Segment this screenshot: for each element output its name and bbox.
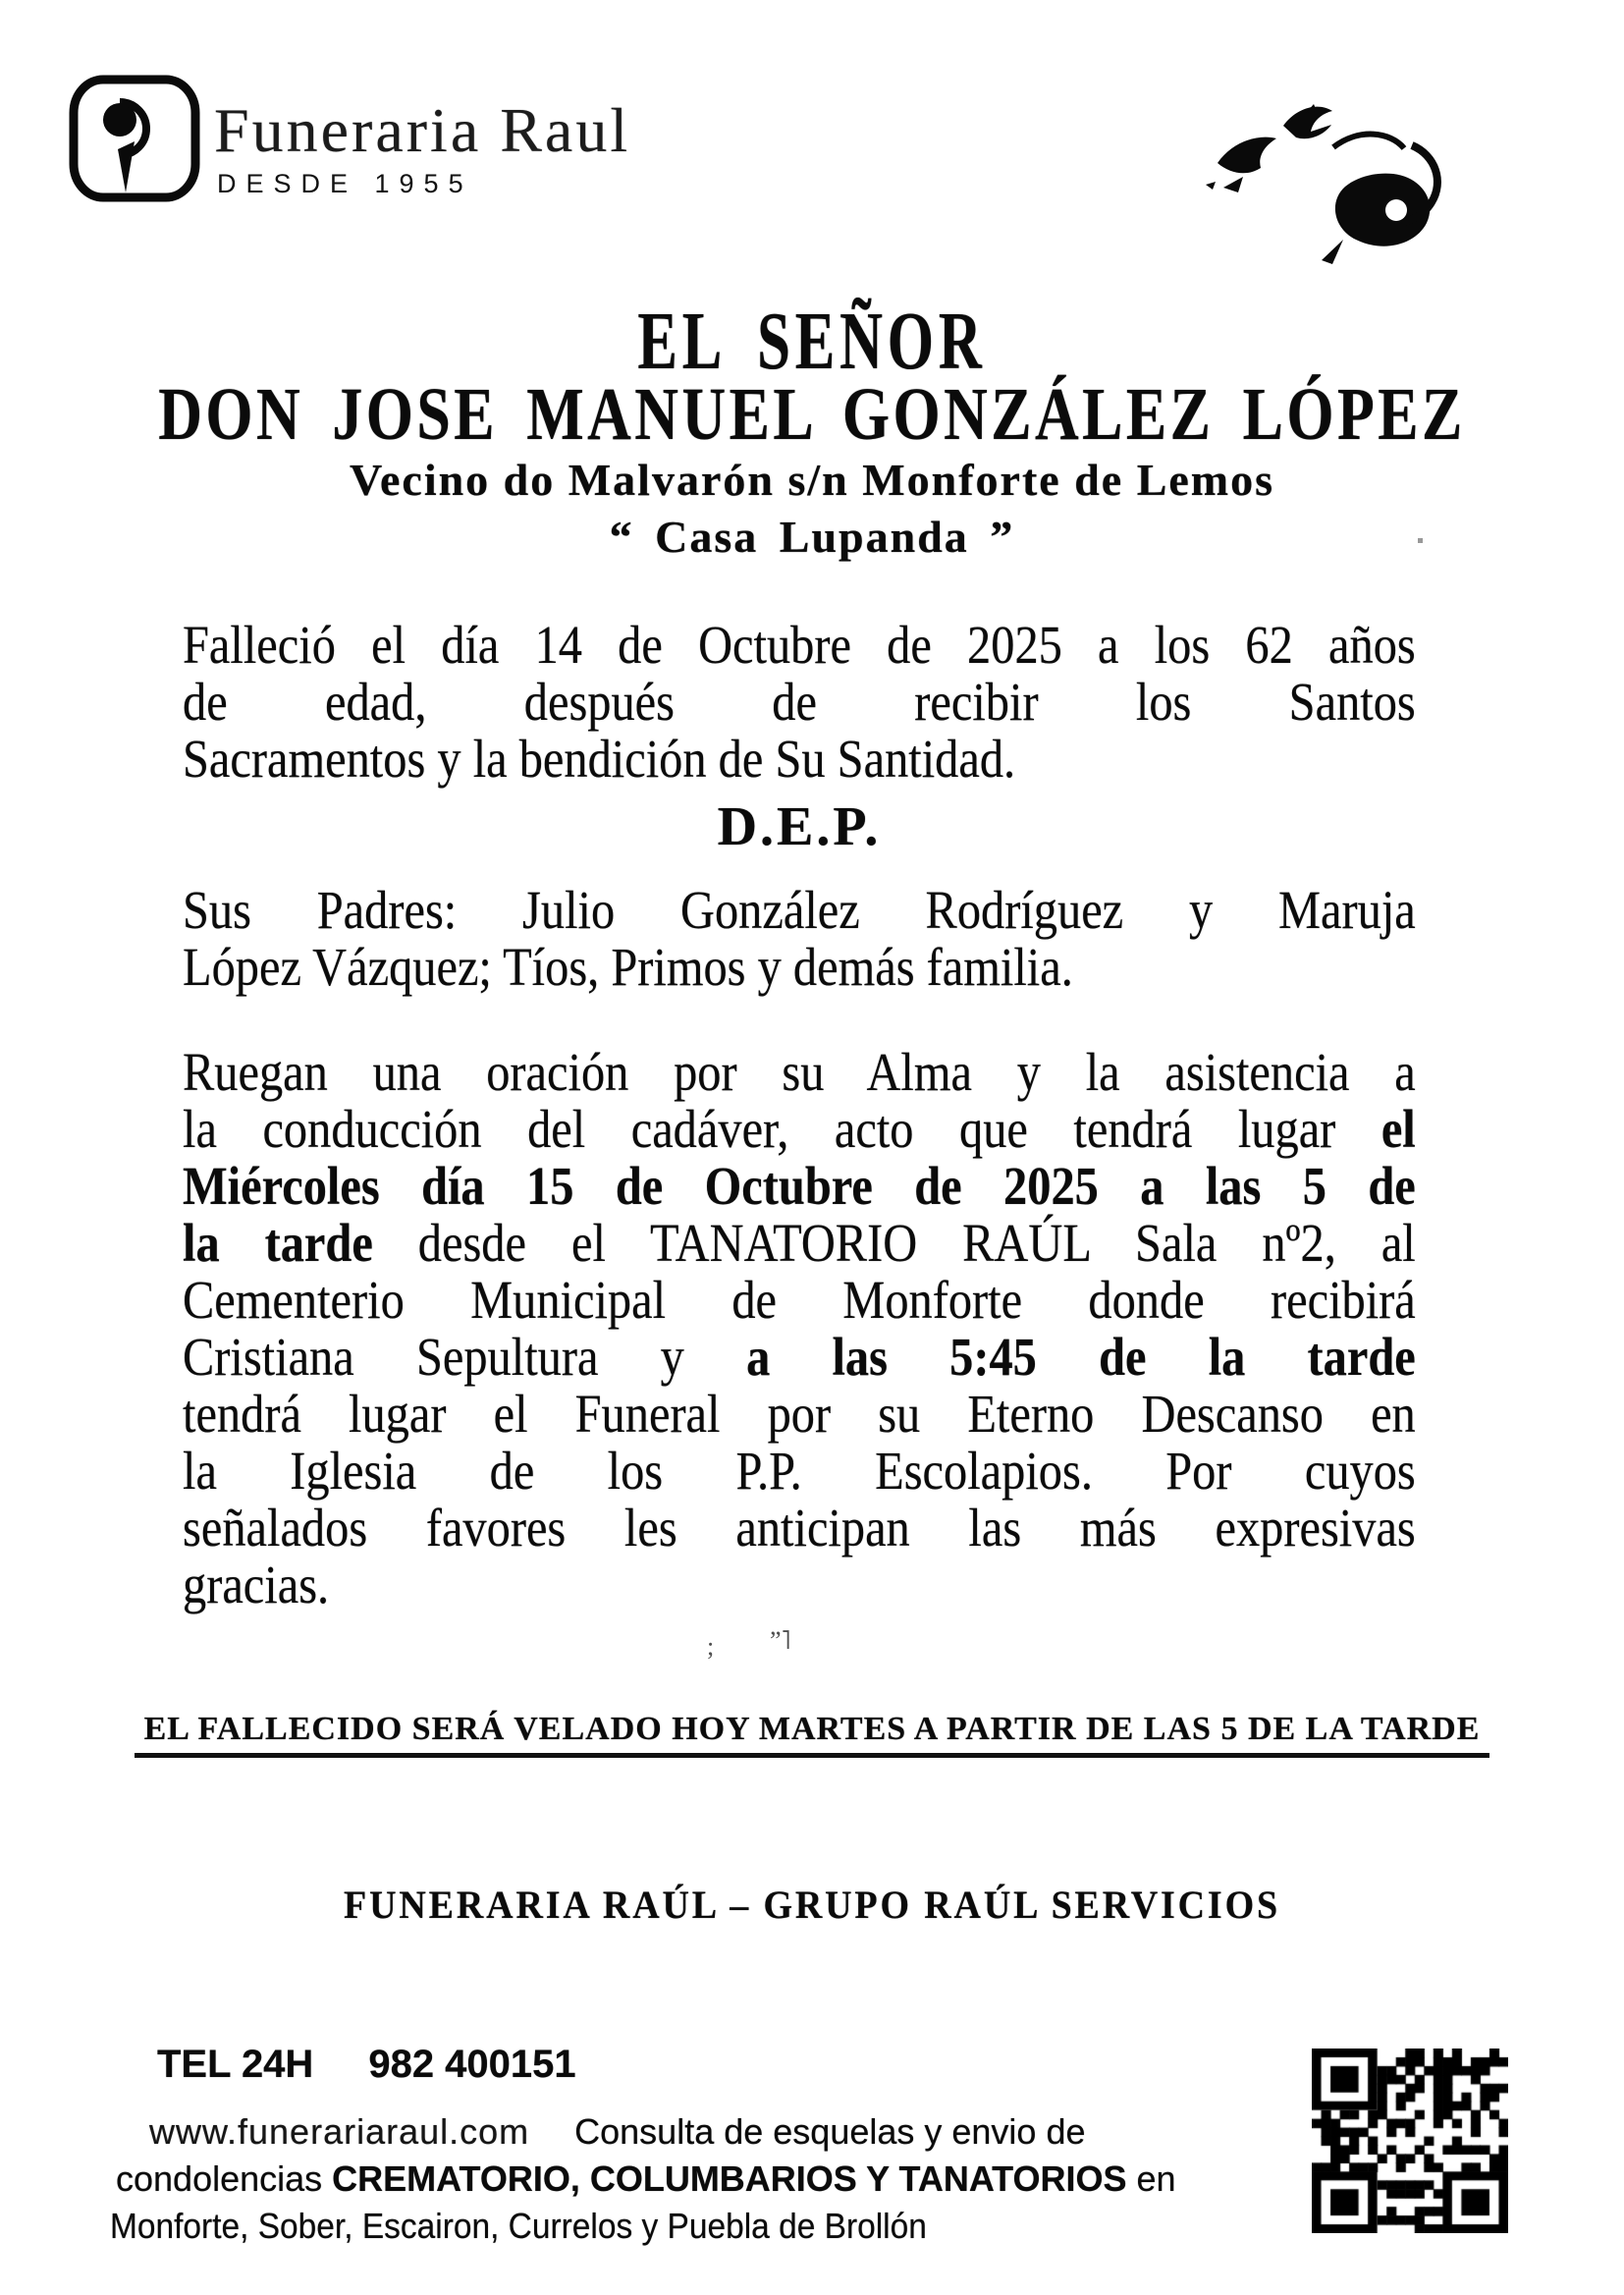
phone-row [157, 2043, 576, 2087]
body-line: de edad, después de recibir los Santos [183, 672, 1416, 732]
condolences-post: en [1126, 2158, 1176, 2199]
body-line: gracias. [183, 1555, 330, 1614]
body-line: Falleció el día 14 de Octubre de 2025 a los 62 años [183, 615, 1416, 675]
brand-wordmark: Funeraria Raul [214, 95, 631, 165]
scan-smudge: ˮ˥ [770, 1626, 791, 1655]
paragraph-family [183, 882, 1416, 996]
services-intro: Consulta de esquelas y envio de [574, 2111, 1086, 2152]
body-line: Ruegan una oración por su Alma y la asistencia a [183, 1042, 1416, 1102]
company-line: FUNERARIA RAÚL – GRUPO RAÚL SERVICIOS [344, 1883, 1280, 1927]
tel-24h-label: TEL 24H [157, 2043, 314, 2086]
condolences-pre: condolencias [116, 2158, 333, 2199]
condolences-row [116, 2158, 1176, 2200]
facilities-bold: CREMATORIO, COLUMBARIOS Y TANATORIOS [332, 2158, 1127, 2199]
body-line: señalados favores les anticipan las más expresivas [183, 1498, 1416, 1557]
rose-ornament-icon [1188, 69, 1453, 270]
website-url: www.funerariaraul.com [149, 2111, 530, 2152]
honorific-title: EL SEÑOR [637, 296, 987, 387]
body-line: Cristiana Sepultura y a las 5:45 de la tarde [183, 1327, 1416, 1387]
wake-notice-row [0, 1711, 1624, 1758]
paragraph-death-announcement [183, 617, 1416, 788]
body-line: López Vázquez; Tíos, Primos y demás familia. [183, 937, 1073, 997]
house-name: “ Casa Lupanda ” [609, 512, 1015, 562]
body-line: la Iglesia de los P.P. Escolapios. Por cuyos [183, 1441, 1416, 1501]
body-line: Sus Padres: Julio González Rodríguez y Maruja [183, 880, 1416, 940]
locations-row: Monforte, Sober, Escairon, Currelos y Puebla de Brollón [110, 2206, 927, 2246]
website-row [149, 2111, 1086, 2153]
body-line: Cementerio Municipal de Monforte donde recibirá [183, 1270, 1416, 1330]
body-line: la conducción del cadáver, acto que tendrá lugar el [183, 1099, 1416, 1159]
dep-abbreviation: D.E.P. [717, 796, 882, 857]
scan-speck [1418, 538, 1423, 543]
body-line: tendrá lugar el Funeral por su Eterno Descanso en [183, 1384, 1416, 1444]
body-line: Miércoles día 15 de Octubre de 2025 a las 5 de [183, 1156, 1416, 1216]
scan-smudge: ; [707, 1632, 715, 1661]
body-line: Sacramentos y la bendición de Su Santidad. [183, 729, 1016, 789]
qr-code [1312, 2049, 1508, 2233]
brand-since-label: DESDE 1955 [217, 169, 473, 198]
body-line: la tarde desde el TANATORIO RAÚL Sala nº2, al [183, 1213, 1416, 1273]
wake-notice: EL FALLECIDO SERÁ VELADO HOY MARTES A PARTIR DE LAS 5 DE LA TARDE [135, 1711, 1490, 1758]
funeraria-raul-logo-icon [69, 75, 200, 207]
paragraph-funeral-details [183, 1044, 1416, 1613]
phone-number: 982 400151 [368, 2043, 576, 2086]
residence-line: Vecino do Malvarón s/n Monforte de Lemos [349, 455, 1275, 505]
deceased-name: DON JOSE MANUEL GONZÁLEZ LÓPEZ [158, 372, 1466, 456]
